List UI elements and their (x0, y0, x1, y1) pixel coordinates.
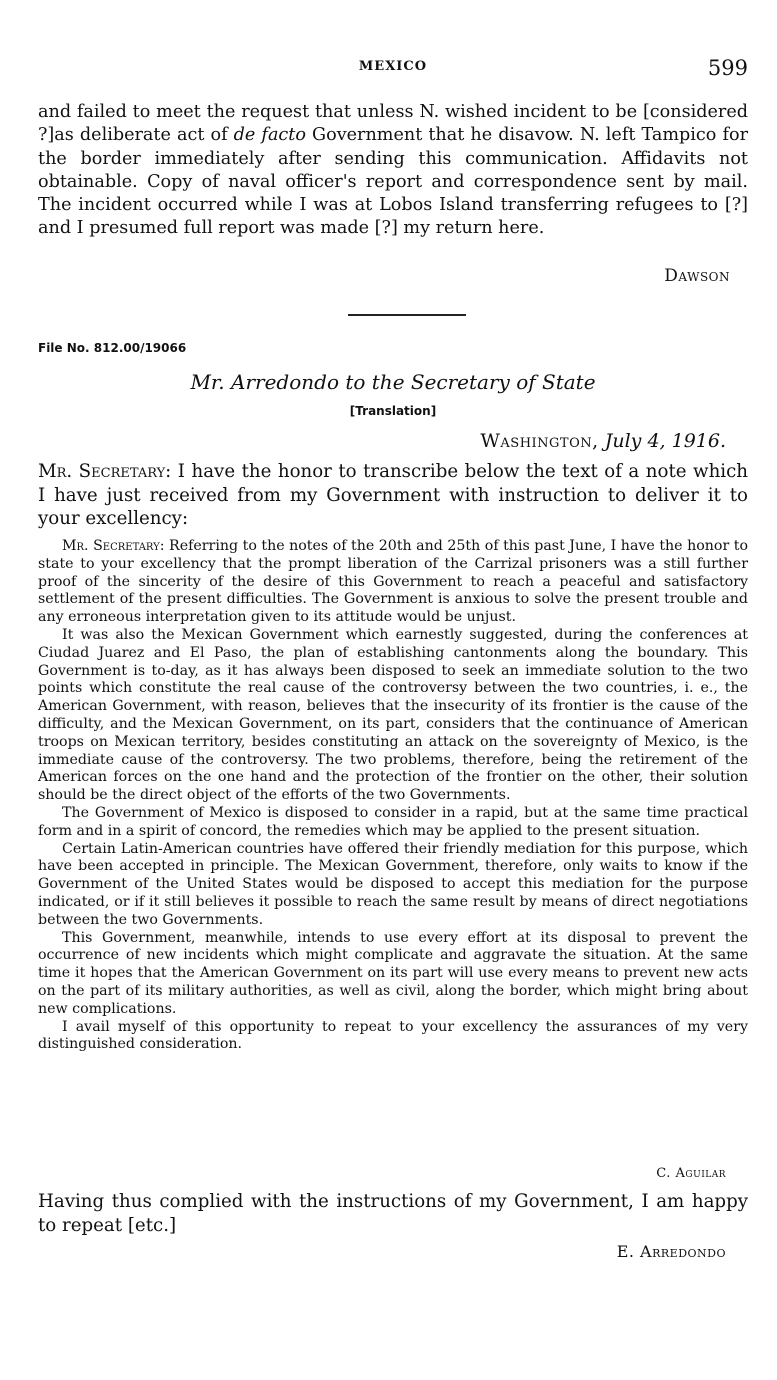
continuation-italic-term: de facto (233, 125, 306, 146)
continuation-paragraph (38, 101, 748, 241)
note-paragraph-6: I avail myself of this opportunity to repeat to your excellency the assurances of my very distinguished consideration. (38, 1018, 748, 1053)
dawson-signature: Dawson (664, 266, 730, 286)
file-number: File No. 812.00/19066 (38, 341, 187, 355)
note-paragraph-4: Certain Latin-American countries have offered their friendly mediation for this purpose, which have been accepted in principle. The Mexican Government, therefore, only waits to know if the Government of the United States would be disposed to accept this mediation for the purpose indicated, or if it still believes it possible to reach the same result by means of direct negotiations between the two Governments. (38, 840, 748, 928)
running-head-title: MEXICO (358, 59, 428, 74)
continuation-text-a: and failed to meet the request that unless N. wished incident to be [considered ?]as deliberate act of (38, 102, 748, 146)
running-head (38, 56, 748, 80)
note-paragraph-5: This Government, meanwhile, intends to use every effort at its disposal to prevent the occurrence of new incidents which might complicate and aggravate the situation. At the same time it hopes that the American Government on its part will use every means to prevent new acts on the part of its military authorities, as well as civil, along the border, which might bring about new complications. (38, 929, 748, 1017)
dateline (480, 430, 726, 452)
dateline-place: Washington, (480, 430, 599, 452)
letter-intro (38, 460, 748, 531)
page-number: 599 (707, 56, 748, 80)
arredondo-signature: E. Arredondo (616, 1242, 726, 1261)
aguilar-signature: C. Aguilar (656, 1166, 726, 1181)
document-title: Mr. Arredondo to the Secretary of State (190, 370, 596, 394)
continuation-text-b: Government that he disavow. N. left Tampico for the border immediately after sending this communication. Affidavits not obtainable. Copy of naval officer's report and correspondence sent by mail. The incident occurred while I was at Lobos Island transferring refugees to [?] and I presumed full report was made [?] my return here. (38, 125, 748, 239)
salutation: Mr. Secretary: (38, 461, 172, 482)
note-salutation: Mr. Secretary: (62, 538, 165, 554)
intro-text: I have the honor to transcribe below the text of a note which I have just received from my Government with instruction to deliver it to your excellency: (38, 461, 749, 529)
note-paragraph-2: It was also the Mexican Government which earnestly suggested, during the conferences at Ciudad Juarez and El Paso, the plan of establishing cantonments along the boundary. This Government is to-day, as it has always been disposed to seek an immediate solution to the two points which constitute the real cause of the controversy between the two countries, i. e., the American Government, with reason, believes that the insecurity of its frontier is the cause of the difficulty, and the Mexican Government, on its part, considers that the continuance of American troops on Mexican territory, besides constituting an attack on the sovereignty of Mexico, is the immediate cause of the controversy. The two problems, therefore, being the retirement of the American forces on the one hand and the protection of the frontier on the other, their solution should be the direct object of the efforts of the two Governments. (38, 626, 748, 804)
translation-label: [Translation] (349, 404, 437, 418)
section-divider (348, 314, 466, 316)
note-paragraph-3: The Government of Mexico is disposed to consider in a rapid, but at the same time practical form and in a spirit of concord, the remedies which may be applied to the present situation. (38, 804, 748, 839)
dateline-date: July 4, 1916. (604, 430, 726, 452)
closing-paragraph: Having thus complied with the instructions of my Government, I am happy to repeat [etc.] (38, 1191, 748, 1236)
note-paragraph-1: Mr. Secretary: Referring to the notes of the 20th and 25th of this past June, I have the honor to state to your excellency that the prompt liberation of the Carrizal prisoners was a still further proof of the sincerity of the desire of this Government to reach a peaceful and satisfactory settlement of the present difficulties. The Government is anxious to solve the present trouble and any erroneous interpretation given to its attitude would be unjust. (38, 538, 748, 626)
transcribed-note (38, 538, 748, 1054)
